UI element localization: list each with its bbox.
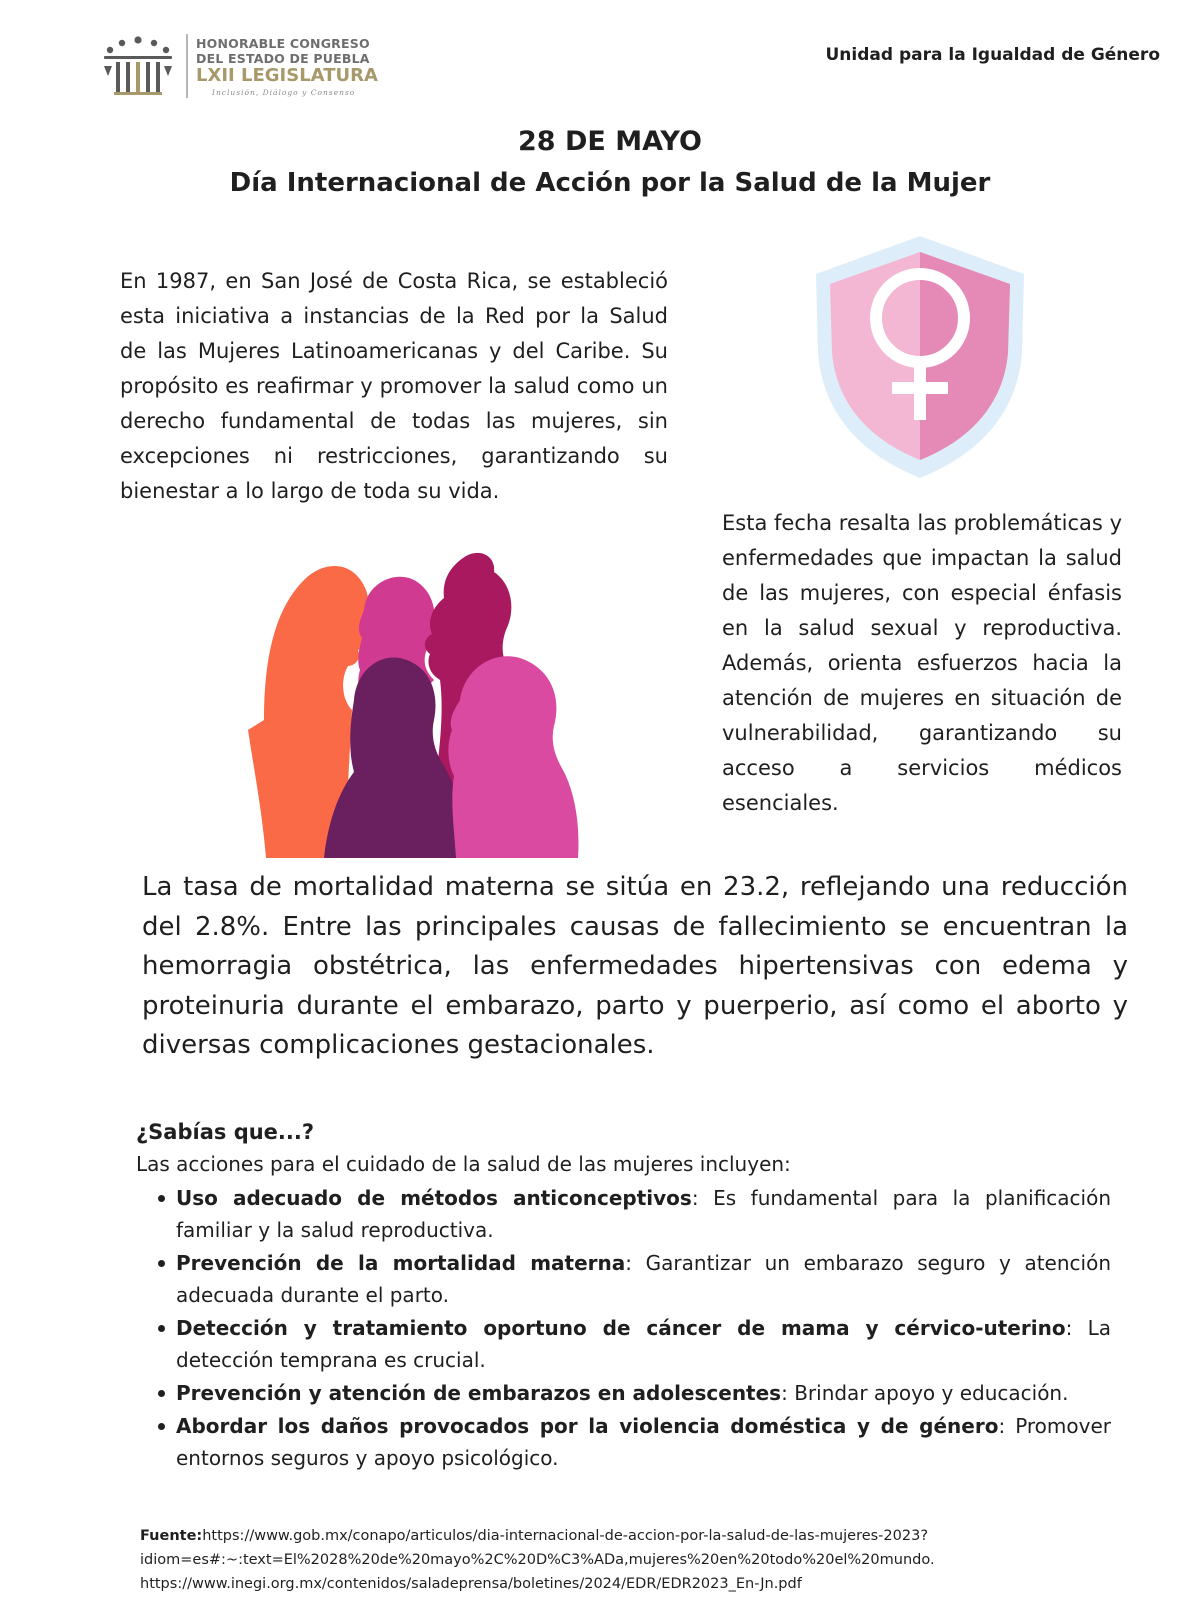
title-date: 28 DE MAYO <box>518 126 702 157</box>
health-actions-list <box>156 1182 1111 1475</box>
list-item-text: : Es fundamental para la planificación familiar y la salud reproductiva. <box>176 1186 1112 1242</box>
logo-text-legislatura: LXII LEGISLATURA <box>196 65 378 86</box>
logo-text-line1: HONORABLE CONGRESO <box>196 36 370 51</box>
logo-text-line2: DEL ESTADO DE PUEBLA <box>196 51 370 66</box>
sources-footer <box>140 1524 1150 1596</box>
list-item-text: : Garantizar un embarazo seguro y atención adecuada durante el parto. <box>176 1251 1111 1307</box>
list-item <box>156 1377 1111 1409</box>
side-paragraph: Esta fecha resalta las problemáticas y enfermedades que impactan la salud de las mujeres, con especial énfasis en la salud sexual y reproductiva. Además, orienta esfuerzos hacia la atención de mujeres en situación de vulnerabilidad, garantizando su acceso a servicios médicos esenciales. <box>722 511 1122 815</box>
sources-label: Fuente: <box>140 1528 203 1544</box>
maternal-mortality-paragraph: La tasa de mortalidad materna se sitúa en 23.2, reflejando una reducción del 2.8%. Entre las principales causas de fallecimiento se encuentran la hemorragia obstétrica, las enfermedades hipertensivas con edema y proteinuria durante el embarazo, parto y puerperio, así como el aborto y diversas complicaciones gestacionales. <box>142 872 1128 1060</box>
page-title: Día Internacional de Acción por la Salud de la Mujer <box>229 168 991 198</box>
logo-divider <box>186 34 188 98</box>
intro-paragraph: En 1987, en San José de Costa Rica, se estableció esta iniciativa a instancias de la Red por la Salud de las Mujeres Latinoamericanas y del Caribe. Su propósito es reafirmar y promover la salud como un derecho fundamental de todas las mujeres, sin excepciones ni restricciones, garantizando su bienestar a lo largo de toda su vida. <box>120 269 668 503</box>
list-item <box>156 1410 1111 1474</box>
list-item-title: Detección y tratamiento oportuno de cáncer de mama y cérvico-uterino <box>176 1316 1066 1340</box>
silhouette-pink <box>448 656 578 858</box>
list-item-title: Uso adecuado de métodos anticonceptivos <box>176 1186 692 1210</box>
list-item-text: : Promover entornos seguros y apoyo psicológico. <box>176 1414 1112 1470</box>
list-item-title: Prevención de la mortalidad materna <box>176 1251 626 1275</box>
list-item <box>156 1247 1111 1311</box>
unit-label: Unidad para la Igualdad de Género <box>825 45 1160 65</box>
list-item-title: Prevención y atención de embarazos en adolescentes <box>176 1381 782 1405</box>
list-item-text: : Brindar apoyo y educación. <box>781 1381 1069 1405</box>
did-you-know-intro: Las acciones para el cuidado de la salud de las mujeres incluyen: <box>136 1152 791 1176</box>
source-link-gob[interactable]: https://www.gob.mx/conapo/articulos/dia-internacional-de-accion-por-la-salud-de-las-mujeres-2023? <box>202 1528 929 1544</box>
list-item <box>156 1312 1111 1376</box>
female-symbol-shield-icon <box>810 232 1030 482</box>
women-silhouettes-illustration <box>244 550 594 858</box>
source-link-inegi[interactable]: https://www.inegi.org.mx/contenidos/saladeprensa/boletines/2024/EDR/EDR2023_En-Jn.pdf <box>140 1576 802 1592</box>
list-item-text: : La detección temprana es crucial. <box>176 1316 1111 1372</box>
congress-emblem-icon <box>100 32 176 100</box>
list-item <box>156 1182 1111 1246</box>
list-item-title: Abordar los daños provocados por la violencia doméstica y de género <box>176 1414 999 1438</box>
congress-logo <box>100 32 380 100</box>
did-you-know-heading: ¿Sabías que...? <box>136 1120 315 1144</box>
source-link-gob-continued[interactable]: idiom=es#:~:text=El%2028%20de%20mayo%2C%20D%C3%ADa,mujeres%20en%20todo%20el%20mundo. <box>140 1552 935 1568</box>
logo-tagline: Inclusión, Diálogo y Consenso <box>212 88 356 97</box>
